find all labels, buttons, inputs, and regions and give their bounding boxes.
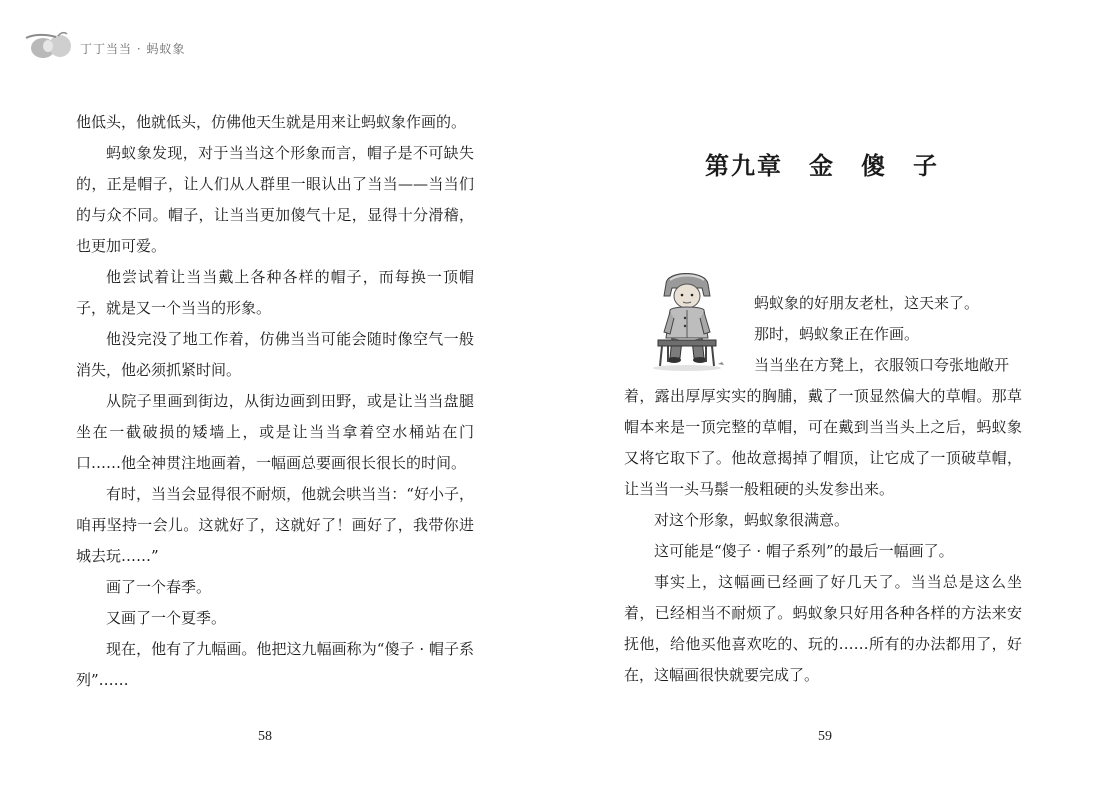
paragraph: 事实上，这幅画已经画了好几天了。当当总是这么坐着，已经相当不耐烦了。蚂蚁象只好用各种各样的方法来安抚他，给他买他喜欢吃的、玩的……所有的办法都用了，好在，这幅画很快就要完成了。	[624, 573, 1022, 684]
paragraph: 这可能是“傻子 · 帽子系列”的最后一幅画了。	[654, 542, 954, 560]
paragraph: 画了一个春季。	[106, 578, 212, 596]
paragraph: 对这个形象，蚂蚁象很满意。	[654, 511, 850, 529]
paragraph-line: 蚂蚁象的好朋友老杜，这天来了。	[754, 294, 980, 312]
paragraph-line: 当当坐在方凳上，衣服领口夸张地敞开	[754, 356, 1010, 374]
chapter-title: 第九章 金 傻 子	[705, 151, 939, 180]
right-page-body	[624, 381, 1022, 691]
paragraph: 他尝试着让当当戴上各种各样的帽子，而每换一顶帽子，就是又一个当当的形象。	[76, 268, 474, 317]
paragraph: 他低头，他就低头，仿佛他天生就是用来让蚂蚁象作画的。	[76, 113, 467, 131]
paragraph-line: 那时，蚂蚁象正在作画。	[754, 325, 920, 343]
paragraph: 又画了一个夏季。	[106, 609, 227, 627]
series-title: 丁丁当当 · 蚂蚁象	[80, 41, 186, 56]
paragraph: 现在，他有了九幅画。他把这九幅画称为“傻子 · 帽子系列”……	[76, 640, 474, 689]
paragraph: 从院子里画到街边，从街边画到田野，或是让当当盘腿坐在一截破损的矮墙上，或是让当当拿着空水桶站在门口……他全神贯注地画着，一幅画总要画很长很长的时间。	[76, 392, 474, 472]
paragraph: 有时，当当会显得很不耐烦，他就会哄当当：“好小子，咱再坚持一会儿。这就好了，这就好了！画好了，我带你进城去玩……”	[76, 485, 474, 565]
page-number-right: 59	[818, 729, 832, 744]
boy-on-stool-illustration	[648, 262, 728, 374]
paragraph: 他没完没了地工作着，仿佛当当可能会随时像空气一般消失，他必须抓紧时间。	[76, 330, 474, 379]
paragraph: 着，露出厚厚实实的胸脯，戴了一顶显然偏大的草帽。那草帽本来是一顶完整的草帽，可在戴到当当头上之后，蚂蚁象又将它取下了。他故意揭掉了帽顶，让它成了一顶破草帽，让当当一头马鬃一般粗硬的头发参出来。	[624, 387, 1022, 498]
left-page-body	[76, 107, 474, 696]
right-page	[548, 0, 1096, 786]
text-beside-illustration	[754, 288, 1024, 381]
paragraph: 蚂蚁象发现，对于当当这个形象而言，帽子是不可缺失的，正是帽子，让人们从人群里一眼认出了当当——当当们的与众不同。帽子，让当当更加傻气十足，显得十分滑稽，也更加可爱。	[76, 144, 474, 255]
page-number-left: 58	[258, 729, 272, 744]
